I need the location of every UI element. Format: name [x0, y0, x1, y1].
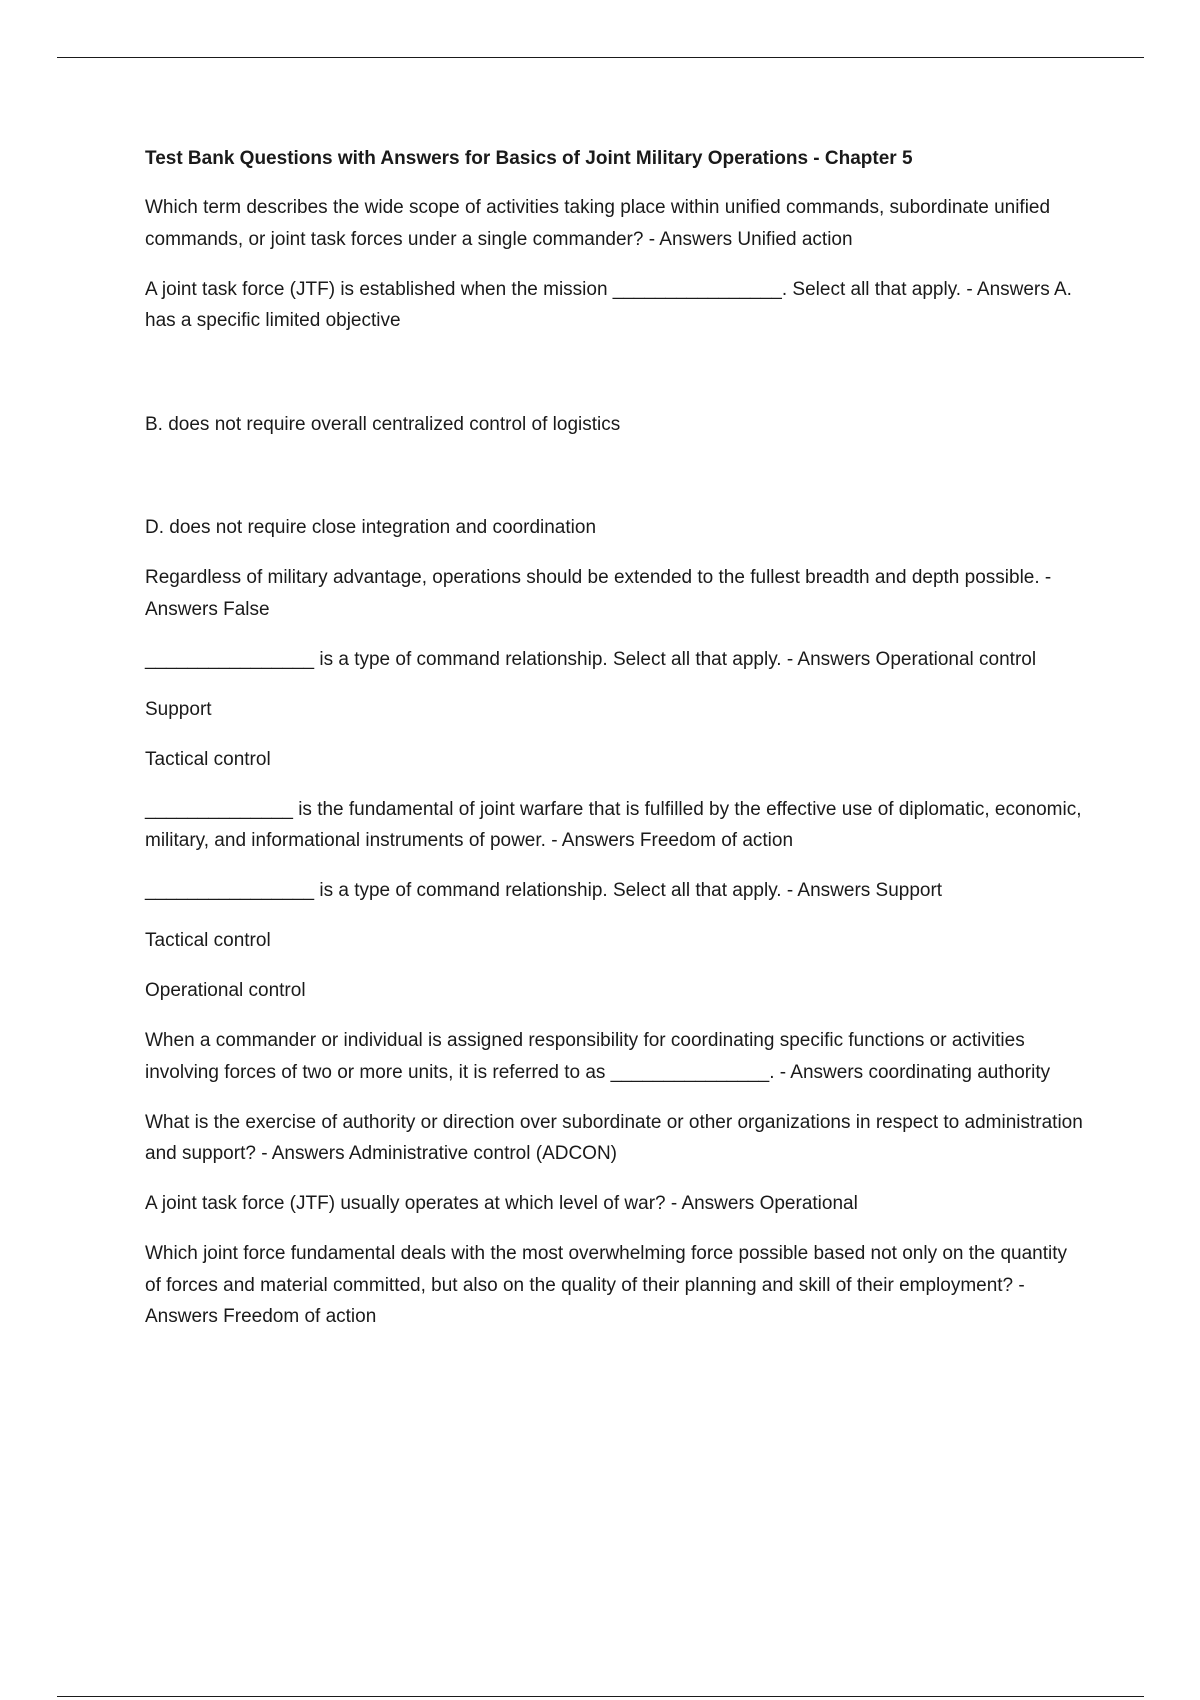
header-rule [57, 57, 1144, 58]
qa-paragraph: What is the exercise of authority or direction over subordinate or other organizations in respect to administration and support? - Answers Administrative control (ADCON) [145, 1111, 1089, 1164]
qa-paragraph: Support [145, 698, 212, 720]
qa-paragraph: D. does not require close integration and coordination [145, 517, 597, 538]
qa-paragraph: Regardless of military advantage, operations should be extended to the fullest breadth and depth possible. - Answers False [145, 567, 1056, 620]
qa-paragraph: When a commander or individual is assigned responsibility for coordinating specific functions or activities involving forces of two or more units, it is referred to as _______________. - Answers coordinating authority [145, 1030, 1051, 1083]
qa-paragraph: Operational control [145, 980, 306, 1001]
document-title: Test Bank Questions with Answers for Basics of Joint Military Operations - Chapter 5 [145, 148, 913, 169]
document-body [145, 144, 1089, 1351]
qa-paragraph: ________________ is a type of command relationship. Select all that apply. - Answers Support [145, 880, 943, 901]
qa-paragraph: A joint task force (JTF) is established when the mission ________________. Select all that apply. - Answers A. has a specific limited objective [145, 278, 1078, 331]
qa-paragraph: Which term describes the wide scope of activities taking place within unified commands, subordinate unified commands, or joint task forces under a single commander? - Answers Unified action [145, 197, 1056, 250]
qa-paragraph: Which joint force fundamental deals with the most overwhelming force possible based not only on the quantity of forces and material committed, but also on the quality of their planning and skill of their employment? - Answers Freedom of action [145, 1243, 1073, 1327]
qa-paragraph: Tactical control [145, 748, 271, 770]
qa-paragraph: ________________ is a type of command relationship. Select all that apply. - Answers Operational control [145, 648, 1037, 670]
footer-rule [57, 1696, 1144, 1697]
qa-paragraph: A joint task force (JTF) usually operates at which level of war? - Answers Operational [145, 1193, 858, 1214]
qa-paragraph: ______________ is the fundamental of joint warfare that is fulfilled by the effective use of diplomatic, economic, military, and informational instruments of power. - Answers Freedom of action [145, 798, 1087, 851]
qa-paragraph: B. does not require overall centralized control of logistics [145, 413, 621, 435]
qa-paragraph: Tactical control [145, 930, 271, 951]
